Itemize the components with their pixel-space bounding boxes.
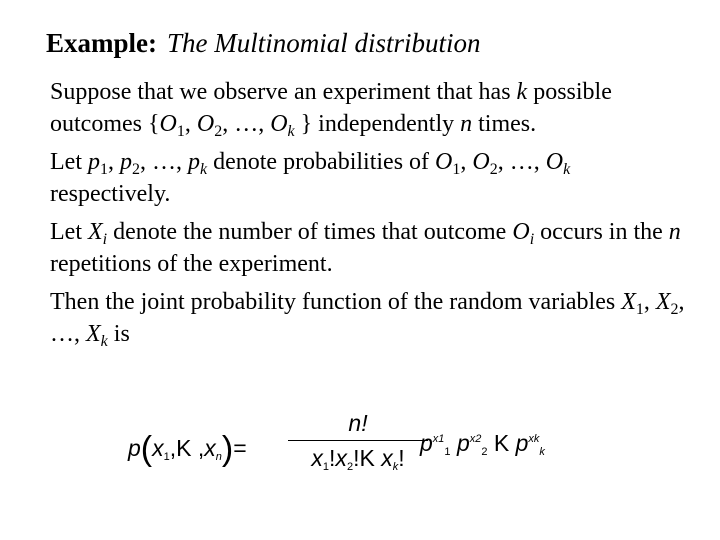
subscript: 1 — [322, 461, 330, 473]
subscript: k — [199, 161, 208, 178]
ellipsis: K — [176, 435, 192, 461]
text: , — [643, 289, 656, 315]
subscript: k — [392, 461, 399, 473]
exponent-sub: 2 — [475, 433, 482, 445]
text: repetitions of the experiment. — [50, 251, 333, 277]
var-x: x — [152, 435, 164, 461]
text: } independently — [294, 111, 461, 137]
exponent-base: x — [528, 433, 534, 445]
exponent — [528, 433, 539, 445]
factorial: n! — [348, 410, 368, 436]
ellipsis: K — [359, 445, 375, 471]
text: Then the joint probability function of the random variables — [50, 289, 622, 315]
text: denote the number of times that outcome — [107, 219, 513, 245]
text: Suppose that we observe an experiment that has — [50, 79, 517, 105]
subscript: 1 — [635, 301, 644, 318]
formula-rhs — [420, 430, 545, 458]
var-x: x — [204, 435, 216, 461]
text: , …, — [222, 111, 271, 137]
var-x: X — [621, 289, 636, 315]
var-p: p — [456, 430, 470, 456]
subscript: i — [102, 231, 108, 248]
text: possible outcomes { — [50, 79, 612, 137]
text: times. — [472, 111, 537, 137]
subscript: 2 — [131, 161, 140, 178]
var-p: p — [187, 149, 200, 175]
text: denote probabilities of — [207, 149, 436, 175]
var-o: O — [472, 149, 490, 175]
comma: , — [191, 435, 205, 461]
var-x: X — [86, 321, 101, 347]
var-o: O — [512, 219, 530, 245]
text: occurs in the — [534, 219, 669, 245]
text: , …, — [50, 289, 685, 347]
paragraph-probabilities — [50, 146, 690, 210]
exponent-sub: k — [533, 433, 540, 445]
text: , — [107, 149, 120, 175]
text: , …, — [139, 149, 188, 175]
subscript: k — [539, 446, 545, 458]
factorial-sign: ! — [353, 445, 360, 471]
subscript: k — [287, 123, 295, 140]
var-k: k — [516, 79, 528, 105]
paren: ) — [221, 430, 234, 468]
subscript: 2 — [214, 123, 223, 140]
text: is — [107, 321, 130, 347]
text: , …, — [497, 149, 546, 175]
comma: , — [169, 435, 177, 461]
subscript: 1 — [444, 446, 451, 458]
var-p: p — [420, 430, 433, 456]
var-o: O — [545, 149, 564, 175]
title-label: Example: — [46, 28, 157, 58]
subscript: 2 — [670, 301, 679, 318]
var-p: p — [128, 435, 141, 461]
subscript: k — [100, 333, 108, 350]
exponent-base: x — [432, 433, 439, 445]
paren: ( — [140, 430, 153, 468]
subscript: 2 — [481, 446, 488, 458]
equals-sign: = — [233, 435, 247, 461]
factorial-sign: ! — [398, 445, 405, 471]
subscript: 1 — [163, 451, 170, 463]
fraction-numerator — [288, 410, 428, 440]
var-p: p — [87, 149, 100, 175]
subscript: 1 — [99, 161, 108, 178]
var-x: X — [655, 289, 671, 315]
ellipsis: K — [493, 430, 510, 456]
var-x: X — [87, 219, 103, 245]
text: Let — [50, 149, 88, 175]
var-x: x — [311, 445, 323, 471]
var-o: O — [196, 111, 215, 137]
exponent-sub: 1 — [438, 433, 445, 445]
text: respectively. — [50, 181, 171, 207]
subscript: k — [563, 161, 571, 178]
exponent — [470, 433, 482, 445]
subscript: 1 — [176, 123, 185, 140]
var-p: p — [119, 149, 132, 175]
var-n: n — [668, 219, 681, 245]
var-x: x — [335, 445, 347, 471]
var-n: n — [460, 111, 473, 137]
var-o: O — [270, 111, 288, 137]
var-p: p — [515, 430, 529, 456]
title-subtitle: The Multinomial distribution — [167, 28, 481, 58]
subscript: i — [529, 231, 535, 248]
subscript: 1 — [452, 161, 461, 178]
factorial-sign: ! — [329, 445, 336, 471]
text: , — [460, 149, 473, 175]
formula-lhs — [128, 432, 247, 466]
subscript: 2 — [489, 161, 498, 178]
slide-title — [46, 28, 481, 59]
paragraph-joint-probability — [50, 286, 690, 350]
exponent-base: x — [469, 433, 476, 445]
subscript: 2 — [346, 461, 354, 473]
text: Let — [50, 219, 88, 245]
fraction-denominator — [288, 441, 428, 473]
var-o: O — [159, 111, 177, 137]
slide-body — [50, 76, 690, 356]
paragraph-count-variable — [50, 216, 690, 280]
var-x: x — [381, 445, 393, 471]
var-o: O — [435, 149, 453, 175]
subscript: n — [215, 451, 222, 463]
text: , — [184, 111, 197, 137]
paragraph-experiment — [50, 76, 690, 140]
exponent — [433, 433, 445, 445]
formula-fraction — [288, 410, 428, 473]
